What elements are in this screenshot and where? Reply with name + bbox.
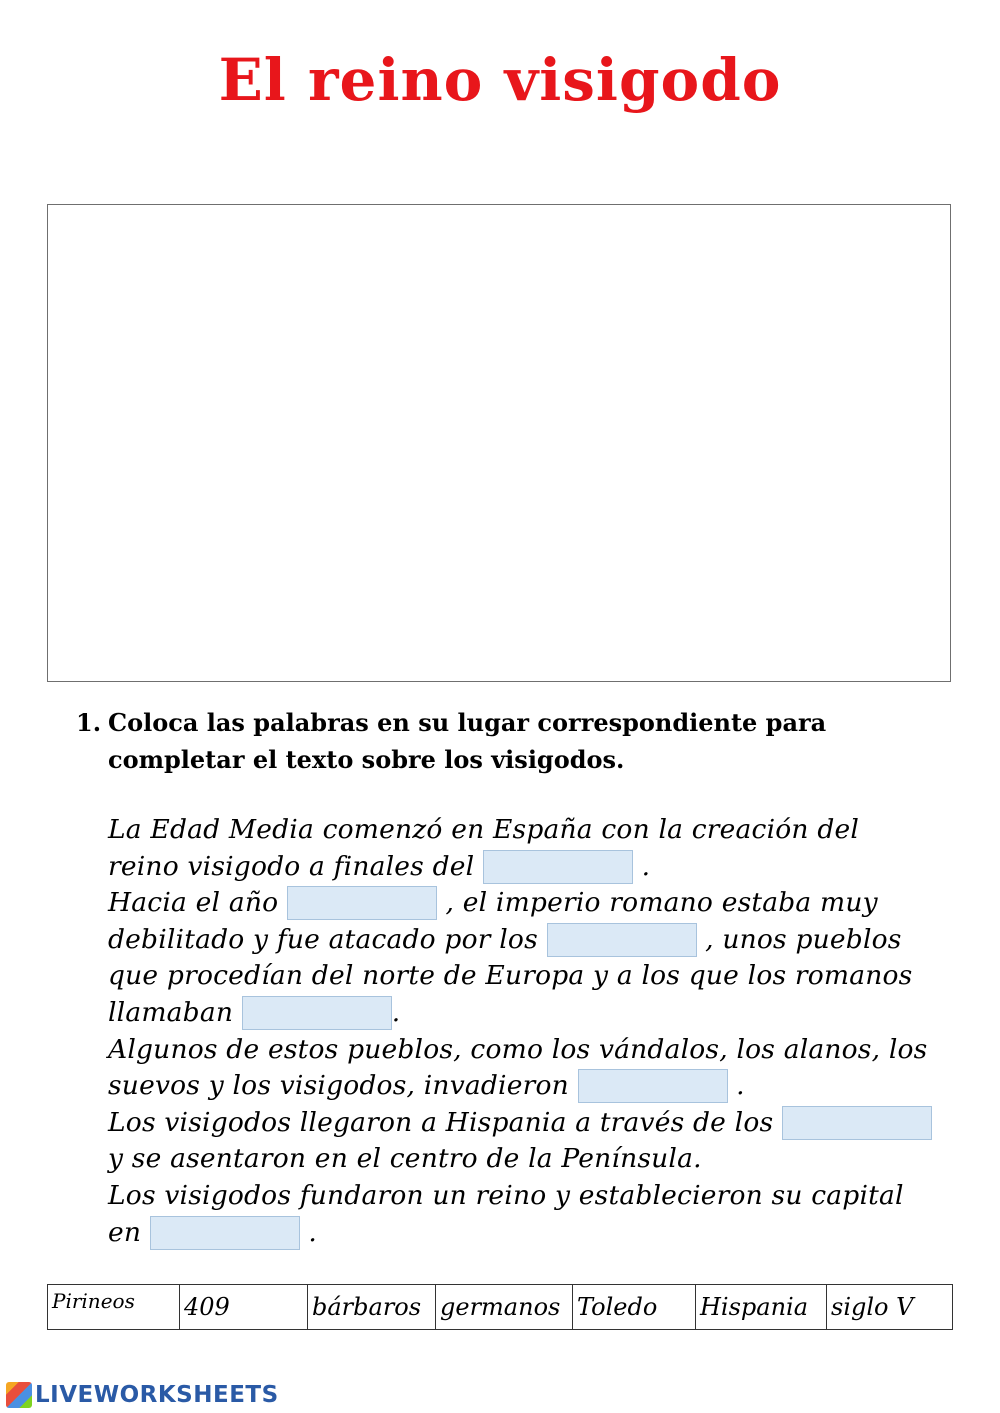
- paragraph-text: Algunos de estos pueblos, como los vándalos, los alanos, los: [108, 1033, 928, 1065]
- fill-in-paragraph: [108, 812, 968, 1251]
- answer-blank-3[interactable]: [547, 923, 697, 957]
- word-bank-item[interactable]: Pirineos: [48, 1285, 180, 1330]
- exercise-number: 1.: [76, 708, 102, 737]
- paragraph-text: .: [727, 1070, 745, 1102]
- instruction-line-2: completar el texto sobre los visigodos.: [108, 745, 625, 774]
- exercise-instruction: [76, 704, 896, 778]
- answer-blank-7[interactable]: [150, 1216, 300, 1250]
- paragraph-text: que procedían del norte de Europa y a los que los romanos: [108, 960, 913, 992]
- answer-blank-6[interactable]: [782, 1106, 932, 1140]
- liveworksheets-logo: [6, 1380, 279, 1410]
- paragraph-text: Los visigodos llegaron a Hispania a través de los: [108, 1106, 782, 1138]
- paragraph-text: en: [108, 1216, 150, 1248]
- paragraph-text: .: [632, 850, 651, 882]
- paragraph-text: y se asentaron en el centro de la Península.: [108, 1143, 702, 1175]
- paragraph-text: Los visigodos fundaron un reino y establecieron su capital: [108, 1179, 904, 1211]
- answer-blank-5[interactable]: [578, 1069, 728, 1103]
- liveworksheets-logo-icon: [6, 1382, 32, 1408]
- word-bank-item[interactable]: 409: [180, 1285, 308, 1330]
- word-bank-item[interactable]: Hispania: [696, 1285, 827, 1330]
- paragraph-text: , unos pueblos: [696, 923, 902, 955]
- instruction-line-1: Coloca las palabras en su lugar correspondiente para: [108, 708, 827, 737]
- word-bank-item[interactable]: siglo V: [827, 1285, 953, 1330]
- paragraph-text: La Edad Media comenzó en España con la creación del: [108, 814, 860, 845]
- image-placeholder: [47, 204, 951, 682]
- paragraph-text: .: [299, 1216, 318, 1248]
- page-title: El reino visigodo: [218, 46, 782, 114]
- word-bank-table: [47, 1284, 953, 1330]
- paragraph-text: Hacia el año: [108, 887, 287, 919]
- paragraph-text: suevos y los visigodos, invadieron: [108, 1070, 578, 1102]
- paragraph-text: llamaban: [108, 996, 242, 1028]
- paragraph-text: , el imperio romano estaba muy: [436, 887, 878, 919]
- word-bank-item[interactable]: bárbaros: [308, 1285, 436, 1330]
- liveworksheets-brand: LIVEWORKSHEETS: [35, 1382, 279, 1408]
- paragraph-text: debilitado y fue atacado por los: [108, 923, 547, 955]
- word-bank-item[interactable]: germanos: [436, 1285, 573, 1330]
- answer-blank-4[interactable]: [242, 996, 392, 1030]
- paragraph-text: .: [391, 996, 401, 1028]
- paragraph-text: reino visigodo a finales del: [108, 850, 483, 882]
- word-bank-item[interactable]: Toledo: [573, 1285, 696, 1330]
- answer-blank-2[interactable]: [287, 886, 437, 920]
- answer-blank-1[interactable]: [483, 850, 633, 884]
